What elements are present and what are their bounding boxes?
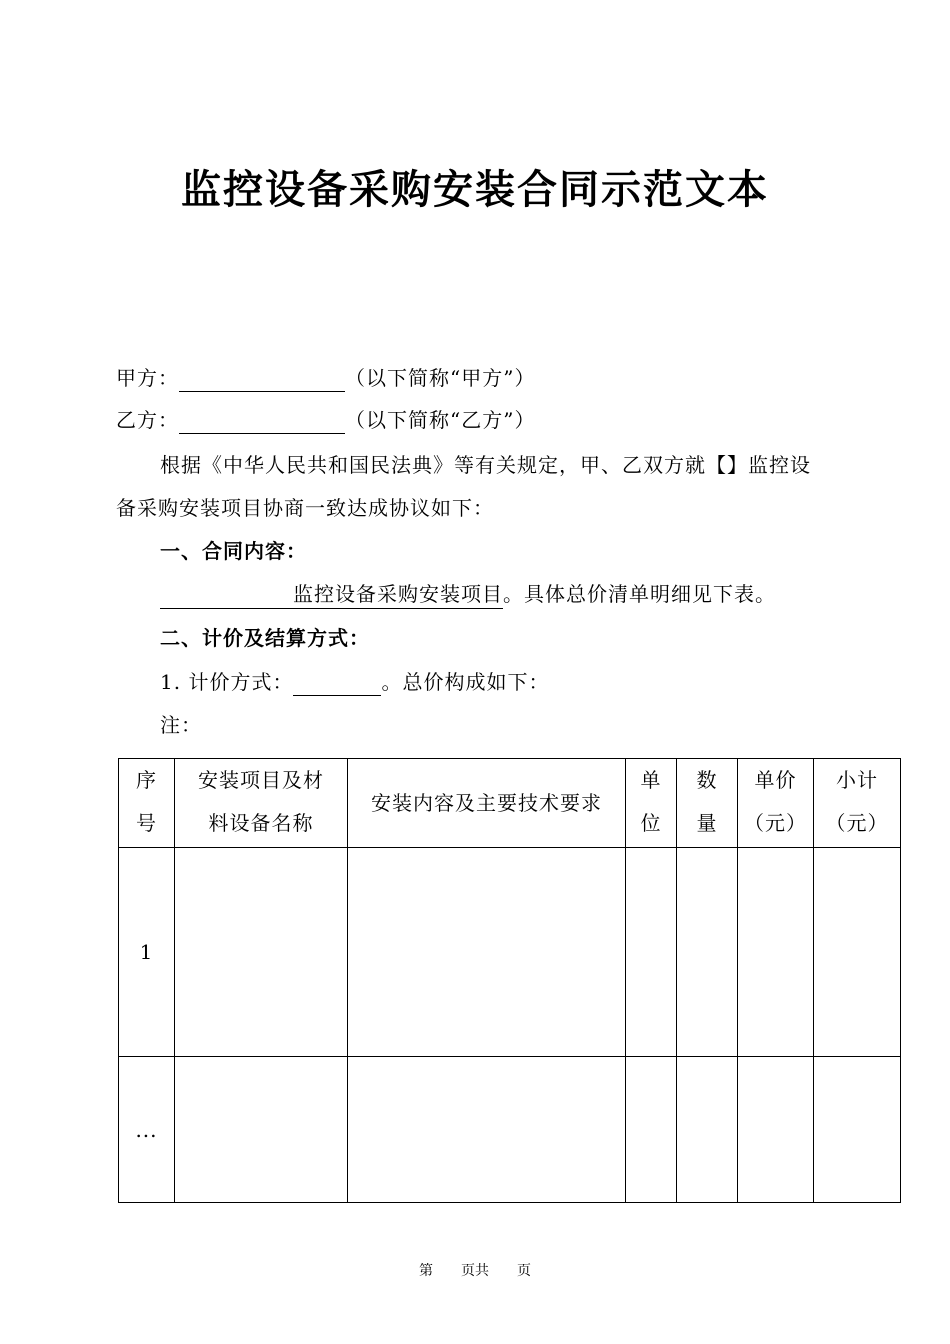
row-item-name[interactable] (175, 848, 348, 1057)
row-seq: 1 (119, 848, 175, 1057)
row-content[interactable] (348, 1057, 626, 1203)
pricing-method-blank[interactable] (293, 673, 381, 696)
party-a-label: 甲方： (116, 366, 179, 390)
header-unit: 单 位 (626, 759, 677, 848)
contract-content-text: 。具体总价清单明细见下表。 (503, 582, 776, 606)
document-title: 监控设备采购安装合同示范文本 (181, 167, 769, 213)
row-seq: ... (119, 1057, 175, 1203)
pricing-method-label: 1. 计价方式： (160, 670, 294, 694)
row-item-name[interactable] (175, 1057, 348, 1203)
section1-heading: 一、合同内容： (160, 539, 307, 563)
header-item-name: 安装项目及材 料设备名称 (175, 759, 348, 848)
party-a-suffix: （以下简称“甲方”） (345, 366, 536, 390)
row-subtotal[interactable] (814, 848, 901, 1057)
party-b-line (116, 406, 535, 434)
header-subtotal: 小计 （元） (814, 759, 901, 848)
preamble-line-1: 根据《中华人民共和国民法典》等有关规定，甲、乙双方就【】监控设 (160, 453, 811, 477)
note-label: 注： (160, 713, 202, 737)
row-subtotal[interactable] (814, 1057, 901, 1203)
header-seq: 序 号 (119, 759, 175, 848)
row-unit[interactable] (626, 848, 677, 1057)
page-footer: 第 页共 页 (419, 1263, 531, 1279)
row-unit-price[interactable] (738, 848, 814, 1057)
header-unit-price: 单价 （元） (738, 759, 814, 848)
row-content[interactable] (348, 848, 626, 1057)
preamble-line-2: 备采购安装项目协商一致达成协议如下： (116, 496, 494, 520)
project-name[interactable]: 监控设备采购安装项目 (160, 580, 503, 609)
party-a-line (116, 364, 535, 392)
party-b-label: 乙方： (116, 408, 179, 432)
row-quantity[interactable] (677, 848, 738, 1057)
party-a-blank[interactable] (179, 369, 345, 392)
row-unit-price[interactable] (738, 1057, 814, 1203)
party-b-blank[interactable] (179, 411, 345, 434)
section2-heading: 二、计价及结算方式： (160, 626, 370, 650)
header-content: 安装内容及主要技术要求 (348, 759, 626, 848)
party-b-suffix: （以下简称“乙方”） (345, 408, 536, 432)
contract-content-line (160, 580, 776, 609)
table-row (119, 848, 901, 1057)
header-quantity: 数 量 (677, 759, 738, 848)
table-header-row (119, 759, 901, 848)
pricing-method-suffix: 。总价构成如下： (381, 670, 550, 694)
row-quantity[interactable] (677, 1057, 738, 1203)
table-row (119, 1057, 901, 1203)
row-unit[interactable] (626, 1057, 677, 1203)
pricing-method-line (160, 668, 549, 696)
price-table (118, 758, 901, 1203)
